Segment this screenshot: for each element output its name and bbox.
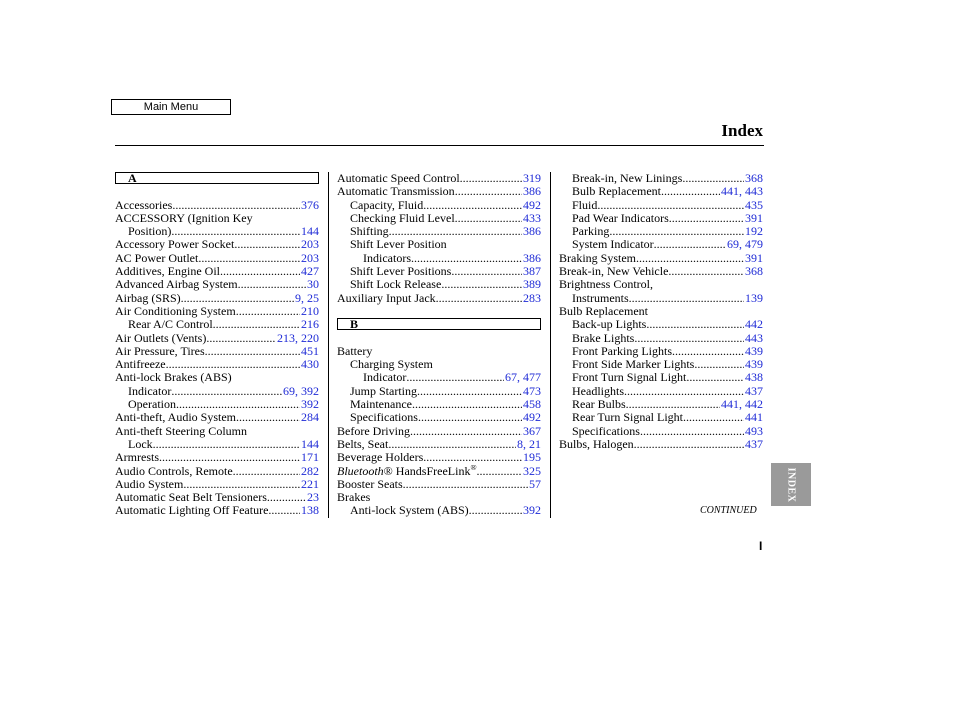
entry-label: Audio Controls, Remote: [115, 464, 233, 478]
page-link[interactable]: 451: [301, 344, 319, 358]
index-entry: [559, 305, 763, 318]
leader-dots: [417, 385, 522, 398]
entry-label: Rear Turn Signal Light: [572, 411, 684, 425]
page-link[interactable]: 195: [523, 451, 541, 465]
entry-label: Operation: [128, 398, 176, 412]
page-link[interactable]: 282: [301, 464, 319, 478]
entry-label: Front Parking Lights: [572, 344, 673, 358]
leader-dots: [455, 212, 522, 225]
leader-dots: [236, 305, 300, 318]
page-link[interactable]: 442: [745, 318, 763, 332]
page-link[interactable]: 386: [523, 251, 541, 265]
leader-dots: [661, 185, 720, 198]
page-link[interactable]: 443: [745, 331, 763, 345]
leader-dots: [238, 278, 306, 291]
leader-dots: [403, 478, 528, 491]
leader-dots: [233, 465, 300, 478]
entry-label: Armrests: [115, 451, 159, 465]
page-link[interactable]: 9, 25: [295, 291, 319, 305]
entry-label: Maintenance: [350, 398, 412, 412]
index-entry[interactable]: [115, 451, 319, 464]
index-entry: [337, 491, 541, 504]
page-link[interactable]: 439: [745, 344, 763, 358]
entry-label: Break-in, New Linings: [572, 172, 683, 185]
index-entry[interactable]: [115, 292, 319, 305]
leader-dots: [682, 172, 744, 185]
page-link[interactable]: 438: [745, 371, 763, 385]
index-entry[interactable]: [115, 305, 319, 318]
entry-label: Anti-theft Steering Column: [115, 424, 247, 438]
leader-dots: [206, 332, 276, 345]
entry-label: Antifreeze: [115, 358, 166, 372]
leader-dots: [441, 278, 522, 291]
entry-label: Air Pressure, Tires: [115, 344, 205, 358]
entry-label: ACCESSORY (Ignition Key: [115, 211, 253, 225]
leader-dots: [176, 398, 300, 411]
page-link[interactable]: 203: [301, 251, 319, 265]
index-entry[interactable]: [337, 451, 541, 464]
page-link[interactable]: 386: [523, 225, 541, 239]
entry-label: Bulb Replacement: [559, 304, 648, 318]
entry-label: Bulb Replacement: [572, 185, 661, 199]
leader-dots: [159, 451, 300, 464]
page-link[interactable]: 203: [301, 238, 319, 252]
entry-label: Parking: [572, 225, 610, 239]
page-link[interactable]: 492: [523, 198, 541, 212]
entry-label: Shift Lever Position: [350, 238, 447, 252]
index-entry: [115, 212, 319, 225]
leader-dots: [597, 199, 744, 212]
page-link[interactable]: 221: [301, 477, 319, 491]
index-entry[interactable]: [337, 438, 541, 451]
page-link[interactable]: 493: [745, 424, 763, 438]
index-entry[interactable]: [559, 292, 763, 305]
page-link[interactable]: 376: [301, 198, 319, 212]
index-entry[interactable]: [337, 478, 541, 491]
entry-label: Booster Seats: [337, 477, 403, 491]
leader-dots: [268, 504, 300, 517]
entry-label: Accessory Power Socket: [115, 238, 235, 252]
entry-label: Brakes: [337, 491, 371, 505]
index-entry[interactable]: [559, 411, 763, 424]
page-link[interactable]: 435: [745, 198, 763, 212]
leader-dots: [418, 411, 522, 424]
entry-label: Brightness Control,: [559, 278, 654, 292]
page-link[interactable]: 69, 479: [727, 238, 763, 252]
index-entry: [337, 358, 541, 371]
leader-dots: [668, 265, 744, 278]
section-letter-a: A: [115, 172, 319, 184]
index-entry[interactable]: [115, 491, 319, 504]
page-link[interactable]: 389: [523, 278, 541, 292]
index-entry[interactable]: [115, 345, 319, 358]
index-entry[interactable]: [337, 398, 541, 411]
leader-dots: [629, 292, 744, 305]
entry-label: Anti-lock Brakes (ABS): [115, 371, 232, 385]
index-entry[interactable]: [115, 438, 319, 451]
index-entry[interactable]: [559, 358, 763, 371]
page-link[interactable]: 473: [523, 384, 541, 398]
page-link[interactable]: 213, 220: [277, 331, 319, 345]
index-entry[interactable]: [115, 265, 319, 278]
entry-label: Specifications: [350, 411, 418, 425]
index-entry[interactable]: [559, 385, 763, 398]
page-link[interactable]: 144: [301, 437, 319, 451]
leader-dots: [436, 292, 522, 305]
leader-dots: [183, 478, 300, 491]
leader-dots: [267, 491, 306, 504]
index-entry[interactable]: [559, 212, 763, 225]
page-link[interactable]: 192: [745, 225, 763, 239]
index-entry[interactable]: [559, 252, 763, 265]
index-entry[interactable]: [559, 225, 763, 238]
leader-dots: [205, 345, 300, 358]
index-entry[interactable]: [559, 332, 763, 345]
index-entry: [115, 371, 319, 384]
index-entry[interactable]: [559, 185, 763, 198]
leader-dots: [234, 238, 300, 251]
leader-dots: [683, 411, 744, 424]
page-link[interactable]: 139: [745, 291, 763, 305]
page-link[interactable]: 325: [523, 464, 541, 478]
leader-dots: [636, 252, 744, 265]
index-entry[interactable]: [115, 465, 319, 478]
entry-label: Automatic Transmission: [337, 185, 455, 199]
page-link[interactable]: 441: [745, 411, 763, 425]
page-link[interactable]: 283: [523, 291, 541, 305]
index-entry[interactable]: [115, 199, 319, 212]
entry-label: Fluid: [572, 198, 598, 212]
entry-label: Automatic Lighting Off Feature: [115, 504, 269, 518]
page-link[interactable]: 368: [745, 172, 763, 185]
entry-label: Belts, Seat: [337, 437, 389, 451]
index-entry[interactable]: [115, 332, 319, 345]
index-entry[interactable]: [337, 252, 541, 265]
index-entry: [337, 238, 541, 251]
leader-dots: [198, 252, 300, 265]
index-entry[interactable]: [337, 172, 541, 185]
page-link[interactable]: 386: [523, 185, 541, 199]
leader-dots: [469, 504, 522, 517]
entry-label: Air Conditioning System: [115, 304, 236, 318]
page-link[interactable]: 57: [529, 477, 541, 491]
entry-label: Brake Lights: [572, 331, 635, 345]
index-entry[interactable]: [337, 278, 541, 291]
index-entry[interactable]: [559, 199, 763, 212]
page-link[interactable]: 437: [745, 437, 763, 451]
entry-label: Indicator: [128, 384, 172, 398]
entry-label: Before Driving: [337, 424, 410, 438]
index-entry[interactable]: [337, 225, 541, 238]
leader-dots: [171, 225, 300, 238]
entry-label: Anti-theft, Audio System: [115, 411, 236, 425]
index-entry[interactable]: [559, 438, 763, 451]
index-entry[interactable]: [337, 265, 541, 278]
index-entry[interactable]: [115, 252, 319, 265]
leader-dots: [634, 332, 744, 345]
entry-label: Battery: [337, 344, 373, 358]
leader-dots: [423, 199, 522, 212]
index-column-c: [559, 172, 763, 451]
page-link[interactable]: 368: [745, 265, 763, 279]
leader-dots: [166, 358, 300, 371]
entry-label: Capacity, Fluid: [350, 198, 424, 212]
index-entry[interactable]: [559, 345, 763, 358]
page-link[interactable]: 367: [523, 424, 541, 438]
index-entry[interactable]: [559, 398, 763, 411]
page-link[interactable]: 144: [301, 225, 319, 239]
page-link[interactable]: 492: [523, 411, 541, 425]
index-entry[interactable]: [559, 238, 763, 251]
leader-dots: [626, 398, 720, 411]
entry-label: Shift Lever Positions: [350, 265, 452, 279]
page-link[interactable]: 319: [523, 172, 541, 185]
entry-label: Position): [128, 225, 172, 239]
entry-label: Auxiliary Input Jack: [337, 291, 436, 305]
entry-label: Charging System: [350, 358, 433, 372]
entry-label: Automatic Seat Belt Tensioners: [115, 491, 267, 505]
leader-dots: [609, 225, 744, 238]
leader-dots: [451, 265, 522, 278]
leader-dots: [654, 238, 726, 251]
leader-dots: [388, 438, 516, 451]
index-entry[interactable]: [337, 371, 541, 384]
index-entry: [559, 278, 763, 291]
entry-label: Pad Wear Indicators: [572, 211, 669, 225]
page-link[interactable]: 210: [301, 304, 319, 318]
index-entry[interactable]: [337, 385, 541, 398]
leader-dots: [181, 292, 294, 305]
leader-dots: [669, 212, 744, 225]
leader-dots: [460, 172, 522, 185]
column-divider: [328, 172, 329, 518]
page-link[interactable]: 284: [301, 411, 319, 425]
page-link[interactable]: 430: [301, 358, 319, 372]
index-entry: [337, 345, 541, 358]
entry-label: Headlights: [572, 384, 624, 398]
index-entry[interactable]: [337, 425, 541, 438]
section-letter-b: B: [337, 318, 541, 330]
index-entry[interactable]: [115, 358, 319, 371]
entry-label: Advanced Airbag System: [115, 278, 238, 292]
entry-label: Accessories: [115, 198, 173, 212]
index-entry[interactable]: [337, 504, 541, 517]
entry-label: Front Side Marker Lights: [572, 358, 695, 372]
entry-label: Shifting: [350, 225, 389, 239]
entry-label: Anti-lock System (ABS): [350, 504, 469, 518]
leader-dots: [672, 345, 744, 358]
leader-dots: [411, 252, 522, 265]
index-entry[interactable]: [115, 238, 319, 251]
index-entry[interactable]: [115, 398, 319, 411]
leader-dots: [640, 425, 744, 438]
page-link[interactable]: 67, 477: [505, 371, 541, 385]
page-link[interactable]: 171: [301, 451, 319, 465]
index-entry[interactable]: [337, 185, 541, 198]
index-entry[interactable]: [115, 385, 319, 398]
entry-label: Specifications: [572, 424, 640, 438]
page-link[interactable]: 392: [523, 504, 541, 518]
index-entry[interactable]: [337, 212, 541, 225]
leader-dots: [694, 358, 744, 371]
leader-dots: [406, 371, 504, 384]
page-link[interactable]: 441, 443: [721, 185, 763, 199]
leader-dots: [171, 385, 282, 398]
entry-label: Lock: [128, 437, 153, 451]
entry-label: Automatic Speed Control: [337, 172, 460, 185]
leader-dots: [389, 225, 522, 238]
page-link[interactable]: 216: [301, 318, 319, 332]
spacer: [337, 305, 541, 318]
entry-label: Braking System: [559, 251, 636, 265]
index-entry[interactable]: [559, 265, 763, 278]
page-link[interactable]: 392: [301, 398, 319, 412]
entry-label: Additives, Engine Oil: [115, 265, 220, 279]
entry-label: Audio System: [115, 477, 184, 491]
page-link[interactable]: 433: [523, 211, 541, 225]
index-entry: [115, 425, 319, 438]
entry-label: Instruments: [572, 291, 629, 305]
leader-dots: [624, 385, 744, 398]
column-divider: [550, 172, 551, 518]
entry-label: Rear A/C Control: [128, 318, 213, 332]
index-entry[interactable]: [559, 318, 763, 331]
spacer: [337, 332, 541, 345]
index-tab[interactable]: INDEX: [771, 463, 811, 506]
leader-dots: [153, 438, 300, 451]
page-title: Index: [721, 121, 763, 140]
continued-label: CONTINUED: [700, 505, 757, 516]
page-link[interactable]: 138: [301, 504, 319, 518]
leader-dots: [410, 425, 522, 438]
entry-label: Rear Bulbs: [572, 398, 626, 412]
page-number: I: [759, 539, 763, 553]
leader-dots: [646, 318, 744, 331]
index-entry[interactable]: [337, 199, 541, 212]
entry-label: Airbag (SRS): [115, 291, 181, 305]
entry-label: Front Turn Signal Light: [572, 371, 687, 385]
page-link[interactable]: 8, 21: [517, 437, 541, 451]
leader-dots: [634, 438, 744, 451]
index-entry[interactable]: [115, 225, 319, 238]
leader-dots: [172, 199, 300, 212]
index-entry[interactable]: [115, 478, 319, 491]
page-link[interactable]: 427: [301, 265, 319, 279]
page-link[interactable]: 439: [745, 358, 763, 372]
entry-label: Indicator: [363, 371, 407, 385]
page-link[interactable]: 391: [745, 211, 763, 225]
leader-dots: [686, 371, 744, 384]
page-link[interactable]: 441, 442: [721, 398, 763, 412]
title-divider: [115, 145, 764, 146]
entry-label: Jump Starting: [350, 384, 418, 398]
index-entry[interactable]: [115, 411, 319, 424]
page-link[interactable]: 23: [307, 491, 319, 505]
index-column-a: [115, 172, 319, 518]
index-entry[interactable]: [559, 172, 763, 185]
page-link[interactable]: 458: [523, 398, 541, 412]
index-entry[interactable]: [115, 278, 319, 291]
leader-dots: [423, 451, 522, 464]
leader-dots: [220, 265, 300, 278]
entry-label: System Indicator: [572, 238, 654, 252]
page-link[interactable]: 387: [523, 265, 541, 279]
entry-label: Checking Fluid Level: [350, 211, 455, 225]
index-entry[interactable]: Bluetooth® HandsFreeLink® ..... 325: [337, 465, 541, 478]
main-menu-button[interactable]: Main Menu: [111, 99, 231, 115]
index-entry[interactable]: [337, 292, 541, 305]
leader-dots: [412, 398, 522, 411]
leader-dots: [455, 185, 522, 198]
entry-label: Bulbs, Halogen: [559, 437, 634, 451]
page-link[interactable]: 391: [745, 251, 763, 265]
leader-dots: [236, 411, 300, 424]
page-link[interactable]: 30: [307, 278, 319, 292]
entry-label: AC Power Outlet: [115, 251, 199, 265]
entry-label: Beverage Holders: [337, 451, 424, 465]
entry-label: Indicators: [363, 251, 411, 265]
page-link[interactable]: 437: [745, 384, 763, 398]
entry-label: Back-up Lights: [572, 318, 647, 332]
page-link[interactable]: 69, 392: [283, 384, 319, 398]
entry-label: Break-in, New Vehicle: [559, 265, 669, 279]
index-entry[interactable]: [115, 318, 319, 331]
leader-dots: [213, 318, 300, 331]
entry-label: Air Outlets (Vents): [115, 331, 207, 345]
index-entry[interactable]: [337, 411, 541, 424]
index-entry[interactable]: [559, 371, 763, 384]
index-entry[interactable]: [115, 504, 319, 517]
index-column-b: [337, 172, 541, 518]
spacer: [115, 185, 319, 198]
entry-label: Shift Lock Release: [350, 278, 442, 292]
index-entry[interactable]: [559, 425, 763, 438]
